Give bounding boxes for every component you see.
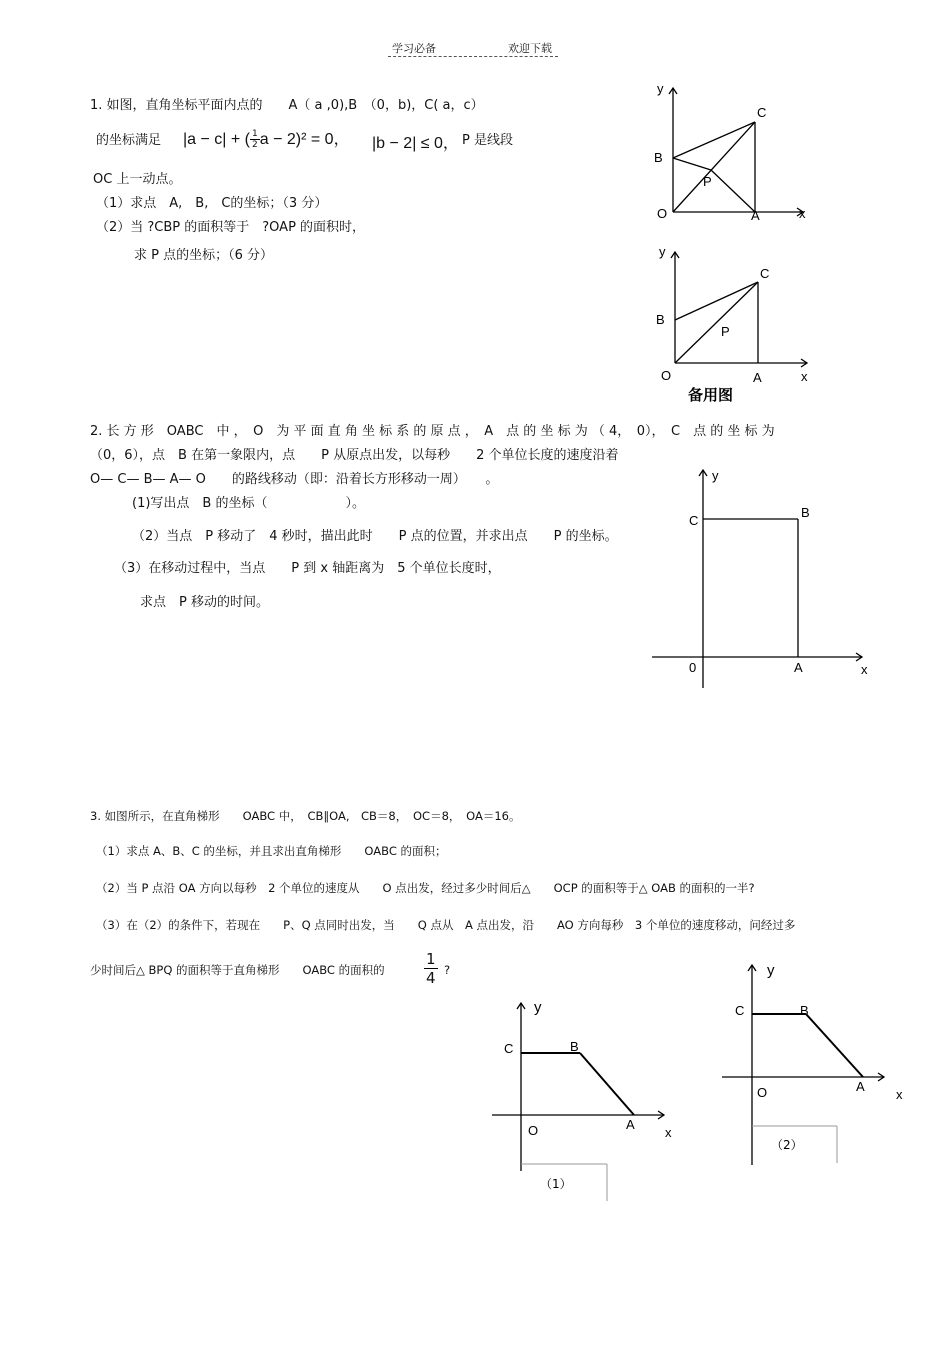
label-c: C [760, 266, 770, 281]
q1-line2-end: P 是线段 [462, 133, 513, 148]
q2-figure [648, 462, 878, 692]
q3-line1: 3. 如图所示，在直角梯形 OABC 中， CB∥OA, CB＝8， OC＝8， OA＝16。 [90, 809, 521, 823]
segment-oc [673, 122, 755, 212]
figure-caption: （2） [771, 1138, 803, 1152]
label-a: A [794, 660, 803, 675]
label-b: B [570, 1039, 579, 1054]
label-y: y [657, 81, 664, 96]
header-divider [388, 56, 558, 57]
q1-part1: （1）求点 A, B, C的坐标；（3 分） [96, 196, 328, 211]
label-p: P [703, 174, 712, 189]
label-o: O [661, 368, 672, 383]
label-a: A [856, 1079, 865, 1094]
segment-bp [673, 158, 711, 170]
q1-figure-1 [645, 78, 825, 228]
label-c: C [504, 1041, 514, 1056]
q1-frac-den: 2 [252, 140, 258, 150]
label-o: O [528, 1123, 539, 1138]
segment-pa [711, 170, 755, 212]
label-x: x [799, 206, 806, 221]
q1-frac-num: 1 [252, 129, 258, 139]
q2-line2: （0，6），点 B 在第一象限内，点 P 从原点出发，以每秒 2 个单位长度的速度沿着 [90, 448, 619, 463]
figure-caption: 备用图 [688, 386, 734, 404]
label-o: O [657, 206, 668, 221]
label-b: B [656, 312, 665, 327]
q1-part2: （2）当 ?CBP 的面积等于 ?OAP 的面积时， [96, 220, 366, 235]
q3-part3: （3）在（2）的条件下，若现在 P、Q 点同时出发，当 Q 点从 A 点出发，沿 AO 方向每秒 3 个单位的速度移动，问经过多 [96, 918, 796, 932]
q3-frac-num: 1 [426, 950, 436, 968]
header-left: 学习必备 [392, 42, 436, 55]
q3-figure-1 [488, 995, 688, 1205]
q2-part3-cont: 求点 P 移动的时间。 [140, 595, 269, 610]
q1-line1: 1. 如图，直角坐标平面内点的 A（ a ,0),B （0，b)，C( a，c） [90, 98, 484, 113]
q2-line3: O— C— B— A— O 的路线移动（即：沿着长方形移动一周） 。 [90, 472, 499, 487]
segment-oc [675, 282, 758, 363]
q2-part3: （3）在移动过程中，当点 P 到 x 轴距离为 5 个单位长度时， [114, 561, 501, 576]
label-a: A [753, 370, 762, 385]
q3-part2: （2）当 P 点沿 OA 方向以每秒 2 个单位的速度从 O 点出发，经过多少时间后△ OCP 的面积等于△ OAB 的面积的一半? [96, 881, 755, 895]
q3-part3-cont: 少时间后△ BPQ 的面积等于直角梯形 OABC 的面积的 [90, 963, 385, 977]
label-p: P [721, 324, 730, 339]
label-b: B [800, 1003, 809, 1018]
label-b: B [654, 150, 663, 165]
label-x: x [665, 1125, 672, 1140]
figure-caption: （1） [540, 1177, 572, 1191]
q1-eq-fraction [250, 129, 260, 150]
label-y: y [534, 999, 542, 1016]
label-y: y [712, 468, 719, 483]
q1-part2-cont: 求 P 点的坐标；（6 分） [134, 248, 274, 263]
label-c: C [689, 513, 699, 528]
q1-line2-label: 的坐标满足 [96, 133, 162, 148]
segment-bc [675, 282, 758, 320]
label-o: 0 [689, 660, 697, 675]
q2-part2: （2）当点 P 移动了 4 秒时，描出此时 P 点的位置，并求出点 P 的坐标。 [132, 529, 618, 544]
label-y: y [767, 962, 775, 979]
q2-line1: 2. 长 方 形 OABC 中 ， O 为 平 面 直 角 坐 标 系 的 原 点 ， A 点 的 坐 标 为 （ 4， 0）， C 点 的 坐 标 为 [90, 424, 775, 439]
q3-question-mark: ? [444, 963, 451, 977]
segment-bc [673, 122, 755, 158]
segment-ba [806, 1014, 863, 1077]
q1-eq-part2: a − 2)² = 0， [259, 131, 350, 148]
q1-eq-part1: |a − c| + ( [183, 131, 251, 148]
q2-part1: (1)写出点 B 的坐标（ ）。 [132, 496, 365, 511]
q1-equation-b: |b − 2| ≤ 0， [372, 135, 459, 152]
label-a: A [626, 1117, 635, 1132]
q3-fraction [424, 950, 438, 987]
label-c: C [757, 105, 767, 120]
label-c: C [735, 1003, 745, 1018]
q1-figure-2 [645, 240, 825, 408]
q3-figure-2 [716, 955, 916, 1175]
label-a: A [751, 208, 760, 223]
label-y: y [659, 244, 666, 259]
q1-equation [183, 126, 350, 150]
label-x: x [896, 1087, 903, 1102]
segment-ba [580, 1053, 634, 1115]
label-b: B [801, 505, 810, 520]
header-right: 欢迎下载 [508, 42, 552, 55]
label-x: x [861, 662, 868, 677]
q3-frac-den: 4 [426, 969, 436, 987]
label-o: O [757, 1085, 768, 1100]
label-x: x [801, 369, 808, 384]
q3-part1: （1）求点 A、B、C 的坐标，并且求出直角梯形 OABC 的面积； [96, 844, 447, 858]
q1-line3: OC 上一动点。 [93, 172, 182, 187]
